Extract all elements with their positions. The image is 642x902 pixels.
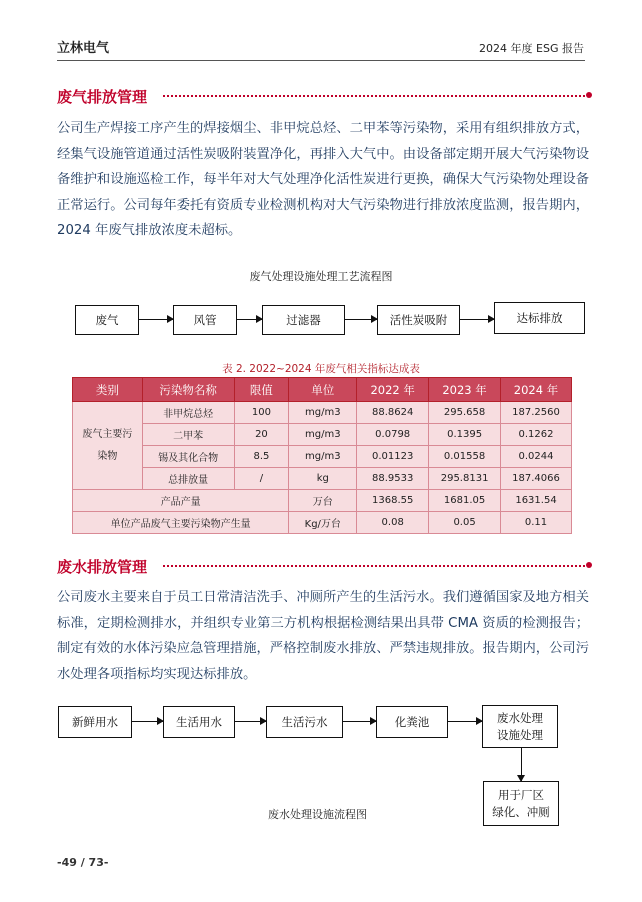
treatment-label-line: 设施处理 [497, 727, 543, 742]
value-2023: 0.05 [429, 512, 501, 534]
water-flow-arrow [448, 721, 482, 722]
value-2024: 0.1262 [501, 424, 572, 446]
gas-section-title: 废气排放管理 [57, 88, 148, 106]
group-label-cell [73, 402, 143, 490]
value-2022: 0.08 [357, 512, 429, 534]
gas-flow-step-compliant-discharge: 达标排放 [494, 302, 585, 334]
value-2023: 295.8131 [429, 468, 501, 490]
gas-paragraph: 公司生产焊接工序产生的焊接烟尘、非甲烷总烃、二甲苯等污染物，采用有组织排放方式，经集气设施管道通过活性炭吸附装置净化，再排入大气中。由设备部定期开展大气污染物设备维护和设施巡检工作，每半年对大气处理净化活性炭进行更换，确保大气污染物处理设备正常运行。公司每年委托有资质专业检测机构对大气污染物进行排放浓度监测，报告期内，2024 年废气排放浓度未超标。 [57, 121, 589, 238]
table-row [73, 512, 572, 534]
water-flow-arrow [343, 721, 376, 722]
water-flow-arrow [235, 721, 266, 722]
value-2024: 1631.54 [501, 490, 572, 512]
emissions-table [72, 377, 572, 534]
water-flow-title: 废水处理设施流程图 [268, 808, 367, 821]
company-name: 立林电气 [57, 41, 110, 56]
water-paragraph: 公司废水主要来自于员工日常清洁洗手、冲厕所产生的生活污水。我们遵循国家及地方相关标准，定期检测排水，并组织专业第三方机构根据检测结果出具带 CMA 资质的检测报告；制定有效的水体污染应急管理措施，严格控制废水排放、严禁违规排放。报告期内，公司污水处理各项指标均实现达标排放。 [57, 590, 589, 682]
value-2023: 0.1395 [429, 424, 501, 446]
water-flow-step-reuse [483, 781, 559, 826]
pollutant-name: 总排放量 [142, 468, 234, 490]
value-2022: 0.0798 [357, 424, 429, 446]
intensity-label: 单位产品废气主要污染物产生量 [73, 512, 289, 534]
unit: mg/m3 [289, 424, 357, 446]
water-flow-arrow [132, 721, 163, 722]
page-number: -49 / 73- [57, 856, 109, 869]
pollutant-name: 锡及其化合物 [142, 446, 234, 468]
reuse-label-line: 用于厂区 [498, 787, 544, 802]
reuse-label-line: 绿化、冲厕 [492, 804, 550, 819]
output-label: 产品产量 [73, 490, 289, 512]
value-2023: 1681.05 [429, 490, 501, 512]
report-title: 2024 年度 ESG 报告 [479, 42, 584, 55]
value-2024: 0.11 [501, 512, 572, 534]
col-header-unit: 单位 [289, 378, 357, 402]
gas-flow-arrow [460, 319, 494, 320]
col-header-2023: 2023 年 [429, 378, 501, 402]
table-caption: 表 2. 2022~2024 年废气相关指标达成表 [222, 363, 420, 375]
value-2023: 0.01558 [429, 446, 501, 468]
gas-flow-title: 废气处理设施处理工艺流程图 [249, 270, 393, 283]
gas-flow-arrow [345, 319, 377, 320]
water-title-end-dot [586, 562, 592, 568]
water-section-title: 废水排放管理 [57, 558, 148, 576]
unit: 万台 [289, 490, 357, 512]
gas-title-dotted-rule [163, 95, 585, 97]
unit: mg/m3 [289, 402, 357, 424]
table-row [73, 468, 572, 490]
gas-flow-step-duct: 风管 [173, 305, 237, 335]
unit: kg [289, 468, 357, 490]
water-title-dotted-rule [163, 565, 585, 567]
water-flow-step-fresh-water: 新鲜用水 [58, 706, 132, 738]
table-header-row [73, 378, 572, 402]
value-2023: 295.658 [429, 402, 501, 424]
water-flow-step-septic-tank: 化粪池 [376, 706, 448, 738]
water-flow-arrow-down [521, 748, 522, 781]
pollutant-name: 非甲烷总烃 [142, 402, 234, 424]
col-header-limit: 限值 [234, 378, 289, 402]
unit: Kg/万台 [289, 512, 357, 534]
table-row [73, 402, 572, 424]
value-2024: 0.0244 [501, 446, 572, 468]
table-row [73, 446, 572, 468]
gas-flow-step-exhaust: 废气 [75, 305, 139, 335]
unit: mg/m3 [289, 446, 357, 468]
water-flow-step-domestic-sewage: 生活污水 [266, 706, 343, 738]
gas-flow-step-activated-carbon: 活性炭吸附 [377, 305, 460, 335]
value-2022: 88.8624 [357, 402, 429, 424]
group-label-line: 染物 [97, 450, 118, 462]
treatment-label-line: 废水处理 [497, 710, 543, 725]
group-label-line: 废气主要污 [82, 428, 133, 440]
limit-value: / [234, 468, 289, 490]
gas-flow-step-filter: 过滤器 [262, 305, 345, 335]
limit-value: 20 [234, 424, 289, 446]
gas-title-end-dot [586, 92, 592, 98]
water-flow-step-domestic-water: 生活用水 [163, 706, 235, 738]
col-header-2022: 2022 年 [357, 378, 429, 402]
col-header-pollutant: 污染物名称 [142, 378, 234, 402]
col-header-category: 类别 [73, 378, 143, 402]
water-flow-step-treatment-facility [482, 705, 558, 748]
value-2024: 187.2560 [501, 402, 572, 424]
gas-flow-arrow [139, 319, 173, 320]
table-row [73, 490, 572, 512]
limit-value: 100 [234, 402, 289, 424]
gas-flow-arrow [237, 319, 262, 320]
header-divider [57, 60, 585, 61]
pollutant-name: 二甲苯 [142, 424, 234, 446]
value-2022: 88.9533 [357, 468, 429, 490]
value-2024: 187.4066 [501, 468, 572, 490]
limit-value: 8.5 [234, 446, 289, 468]
value-2022: 1368.55 [357, 490, 429, 512]
value-2022: 0.01123 [357, 446, 429, 468]
col-header-2024: 2024 年 [501, 378, 572, 402]
table-row [73, 424, 572, 446]
